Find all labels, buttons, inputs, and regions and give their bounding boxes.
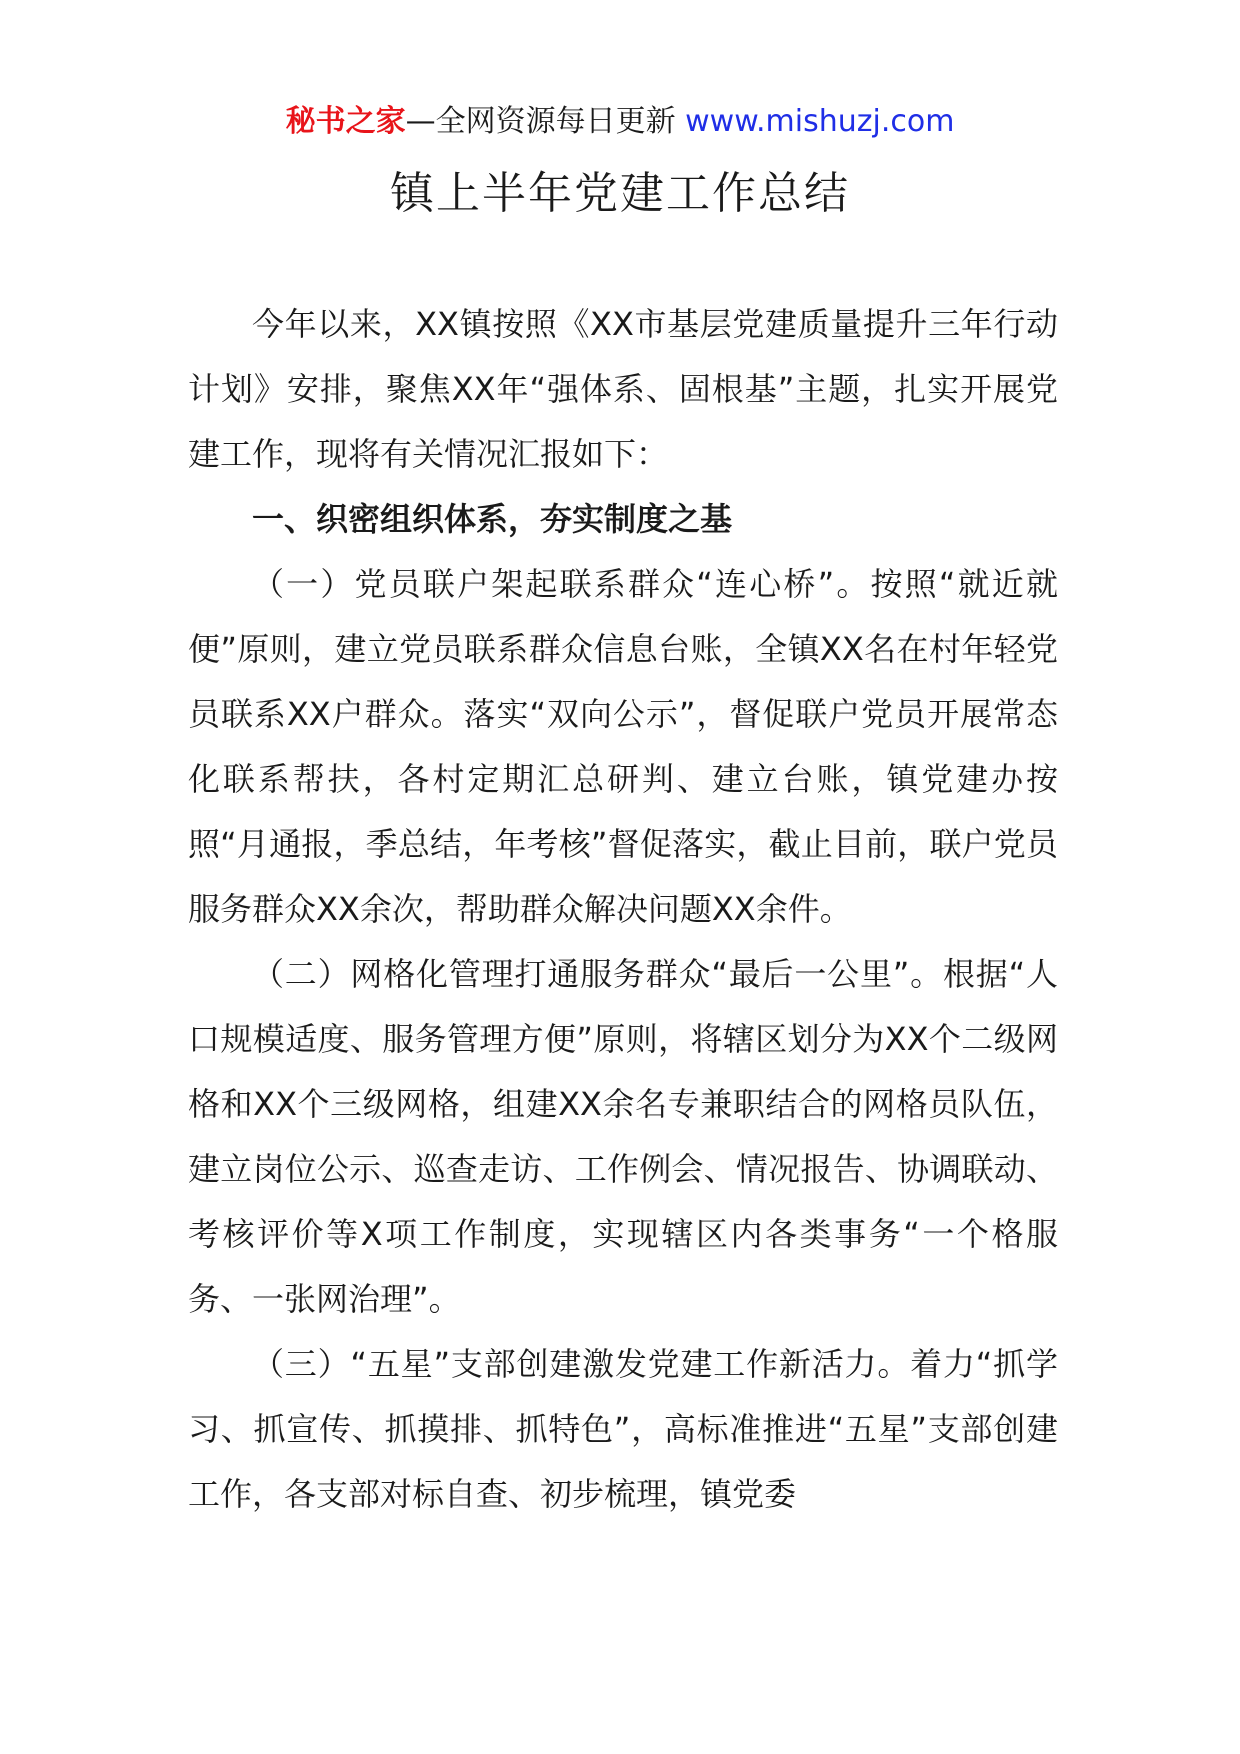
website-link[interactable]: www.mishuzj.com <box>685 104 955 139</box>
document-body <box>188 292 1058 1527</box>
document-title: 镇上半年党建工作总结 <box>390 168 850 219</box>
header-banner <box>0 102 1240 142</box>
brand-name: 秘书之家 <box>285 104 406 139</box>
intro-paragraph: 今年以来，XX镇按照《XX市基层党建质量提升三年行动计划》安排，聚焦XX年“强体系、固根基”主题，扎实开展党建工作，现将有关情况汇报如下： <box>188 305 1058 473</box>
body-paragraph: （二）网格化管理打通服务群众“最后一公里”。根据“人口规模适度、服务管理方便”原则，将辖区划分为XX个二级网格和XX个三级网格，组建XX余名专兼职结合的网格员队伍，建立岗位公示、巡查走访、工作例会、情况报告、协调联动、考核评价等X项工作制度，实现辖区内各类事务“一个格服务、一张网治理”。 <box>188 955 1058 1318</box>
section-heading: 一、织密组织体系，夯实制度之基 <box>252 500 733 538</box>
banner-slogan: —全网资源每日更新 <box>405 104 676 139</box>
body-paragraph: （一）党员联户架起联系群众“连心桥”。按照“就近就便”原则，建立党员联系群众信息台账，全镇XX名在村年轻党员联系XX户群众。落实“双向公示”，督促联户党员开展常态化联系帮扶，各村定期汇总研判、建立台账，镇党建办按照“月通报，季总结，年考核”督促落实，截止目前，联户党员服务群众XX余次，帮助群众解决问题XX余件。 <box>188 565 1058 928</box>
body-paragraph: （三）“五星”支部创建激发党建工作新活力。着力“抓学习、抓宣传、抓摸排、抓特色”，高标准推进“五星”支部创建工作，各支部对标自查、初步梳理，镇党委 <box>188 1345 1058 1513</box>
